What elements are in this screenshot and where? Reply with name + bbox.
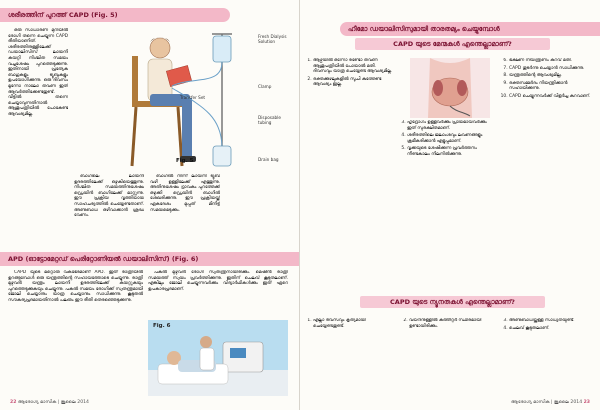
subheader-disadvantages: CAPD യുടെ ന്യൂനതകൾ എന്തെല്ലാമാണ്? bbox=[360, 296, 545, 308]
left-footer: 22 ആരോഗ്യ മാസിക | ജൂലൈ 2014 bbox=[10, 400, 89, 405]
list-item: 8. യന്ത്രത്തിന്റെ ആവശ്യമില്ല. bbox=[509, 73, 596, 79]
page-number: 23 bbox=[583, 400, 590, 405]
disadvantages-list-3 bbox=[500, 318, 596, 388]
solution-bag bbox=[213, 36, 231, 62]
anatomy-illustration bbox=[410, 58, 490, 118]
fig5-caption: Fig. 5 bbox=[176, 158, 194, 164]
apd-photo bbox=[148, 320, 288, 396]
section-header-comparison: ഹീമോ ഡയാലിസിസുമായി താരതമ്യം ചെയ്യുമ്പോൾ bbox=[340, 22, 600, 36]
advantages-list-2 bbox=[398, 120, 496, 280]
capd-illustration bbox=[72, 26, 292, 176]
right-page bbox=[300, 0, 600, 410]
advantages-list-1 bbox=[304, 58, 394, 278]
list-item: 3. ഹൃദ്രോഗം ഉള്ളവർക്കും പ്രായമായവർക്കും ഇത് സുരക്ഷിതമാണ്. bbox=[407, 120, 496, 131]
label-clamp: Clamp bbox=[258, 84, 272, 89]
left-text-column-3: ബാഗിൽ നിന്ന് ലായനി ട്യൂബ് വഴി ഉള്ളിലേക്ക് എത്തുന്നു. അതിനുശേഷം ദ്രാവകം പുറത്തേക്ക് ഒഴുക്കി ഡ്രെയിൻ ബാഗിൽ ശേഖരിക്കുന്നു. ഈ പ്രക്രിയയ്ക്ക് ഏകദേശം മുപ്പത് മിനിട്ട് സമയമെടുക്കും. bbox=[150, 174, 220, 213]
section-header-apd: APD (ഓട്ടോമേറ്റഡ് പെരിറ്റോണിയൽ ഡയാലിസിസ്) (Fig. 6) bbox=[0, 252, 300, 266]
right-footer: ആരോഗ്യ മാസിക | ജൂലൈ 2014 23 bbox=[511, 400, 590, 405]
disadvantages-list-1 bbox=[304, 318, 396, 388]
left-text-column-1 bbox=[8, 28, 68, 248]
apd-text-column-1: CAPD യുടെ മറ്റൊരു വകഭേദമാണ് APD. ഇത് രാത്രിയിൽ ഉറങ്ങുമ്പോൾ ഒരു യന്ത്രത്തിന്റെ സഹായത്തോടെ ചെയ്യുന്നു. രാത്രി മുഴുവൻ യന്ത്രം ലായനി ഉദരത്തിലേക്ക് കയറ്റുകയും പുറത്തെടുക്കുകയും ചെയ്യുന്നു. പകൽ സമയം രോഗിക്ക് സ്വതന്ത്രമായി ജോലി ചെയ്യാനും യാത്ര ചെയ്യാനും സാധിക്കുന്നു. കൂടുതൽ സൗകര്യപ്രദമായതിനാൽ പലരും ഈ രീതി തെരഞ്ഞെടുക്കുന്നു. bbox=[8, 270, 143, 303]
label-transfer-set: Transfer Set bbox=[180, 95, 206, 100]
section-header-capd-outside: ശരീരത്തിന് പുറത്ത് CAPD (Fig. 5) bbox=[0, 8, 230, 22]
subheader-advantages: CAPD യുടെ മേന്മകൾ എന്തെല്ലാമാണ്? bbox=[355, 38, 550, 50]
list-item: 10. CAPD ചെയ്യുന്നവർക്ക് വിളർച്ച കുറവാണ്. bbox=[509, 94, 596, 100]
drain-bag bbox=[213, 146, 231, 166]
nurse bbox=[200, 348, 214, 370]
list-item: 6. ഭക്ഷണ നിയന്ത്രണം കുറവ് മതി. bbox=[509, 58, 596, 64]
label-fresh-solution: Fresh Dialysis Solution bbox=[258, 34, 287, 44]
list-item: 1. എല്ലാ ദിവസവും കൃത്യമായി ചെയ്യേണ്ടതുണ്ട്. bbox=[313, 318, 396, 329]
apd-text-column-2: പകൽ മുഴുവൻ രോഗി സ്വതന്ത്രനായിരിക്കും. മെഷീൻ രാത്രി സമയത്ത് സ്വയം പ്രവർത്തിക്കുന്നു. ഇതിന് ചെലവ് കൂടുതലാണ്. എങ്കിലും ജോലി ചെയ്യുന്നവർക്കും വിദ്യാർഥികൾക്കും ഇത് ഏറെ ഉപകാരപ്രദമാണ്. bbox=[148, 270, 288, 292]
fig6-caption: Fig. 6 bbox=[153, 323, 171, 329]
list-item: 7. CAPD തുടർന്നു ചെയ്യാൻ സാധിക്കുന്നു. bbox=[509, 66, 596, 72]
list-item: 4. ചെലവ് കൂടുതലാണ്. bbox=[509, 326, 596, 332]
list-item: 2. രക്തക്കുഴലുകളിൽ സൂചി കുത്തേണ്ട ആവശ്യം ഇല്ല. bbox=[313, 77, 394, 88]
list-item: 5. വൃക്കയുടെ ശേഷിക്കുന്ന പ്രവർത്തനം നീണ്ടകാലം നിലനിൽക്കുന്നു. bbox=[407, 146, 496, 157]
label-drain-bag: Drain bag bbox=[258, 157, 279, 162]
list-item: 1. ആഴ്ചയിൽ ഒന്നോ രണ്ടോ തവണ ആശുപത്രിയിൽ പോയാൽ മതി. ദിവസവും യാത്ര ചെയ്യേണ്ട ആവശ്യമില്ല. bbox=[313, 58, 394, 75]
person bbox=[150, 38, 170, 58]
list-item: 3. അണുബാധയ്ക്കുള്ള സാധ്യതയുണ്ട്. bbox=[509, 318, 596, 324]
label-disposable-tubing: Disposable tubing bbox=[258, 115, 281, 125]
advantages-list-3 bbox=[500, 58, 596, 278]
list-item: 9. രക്തസമ്മർദം നിയന്ത്രിക്കാൻ സഹായിക്കുന്നു. bbox=[509, 81, 596, 92]
list-item: 2. വയറിനുള്ളിൽ കത്തീറ്റർ സ്ഥിരമായി ഉണ്ടായിരിക്കും. bbox=[409, 318, 496, 329]
list-item: 4. ശരീരത്തിലെ ജലാംശവും ലവണങ്ങളും ക്രമീകരിക്കാൻ എളുപ്പമാണ്. bbox=[407, 133, 496, 144]
disadvantages-list-2 bbox=[400, 318, 496, 388]
page-number: 22 bbox=[10, 400, 17, 405]
paragraph: ഒരു സാധാരണ മുറിയിൽ രോഗി തന്നെ ചെയ്യുന്ന CAPD രീതിയാണിത്. ശരീരത്തിനുള്ളിലേക്ക് ഡയാലിസിസ് ലായനി കയറ്റി നിശ്ചിത സമയം വച്ചശേഷം പുറത്തെടുക്കുന്നു. ഇതിനായി പ്രത്യേക ബാഗുകളും ട്യൂബുകളും ഉപയോഗിക്കുന്നു. ഒരു ദിവസം മൂന്നോ നാലോ തവണ ഇത് ആവർത്തിക്കേണ്ടതുണ്ട്. വീട്ടിൽ തന്നെ ചെയ്യാവുന്നതിനാൽ ആശുപത്രിയിൽ പോകേണ്ട ആവശ്യമില്ല. bbox=[8, 28, 68, 117]
left-text-column-2: ബാഗിലെ ലായനി ഉദരത്തിലേക്ക് ഒഴുകിയെത്തുന്നു. നിശ്ചിത സമയത്തിനുശേഷം ഡ്രെയിൻ ബാഗിലേക്ക് മാറ്റുന്നു. ഈ പ്രക്രിയ വൃത്തിയായ സാഹചര്യത്തിൽ ചെയ്യേണ്ടതാണ്. അണുബാധ ഒഴിവാക്കാൻ ശ്രദ്ധ വേണം. bbox=[74, 174, 144, 219]
